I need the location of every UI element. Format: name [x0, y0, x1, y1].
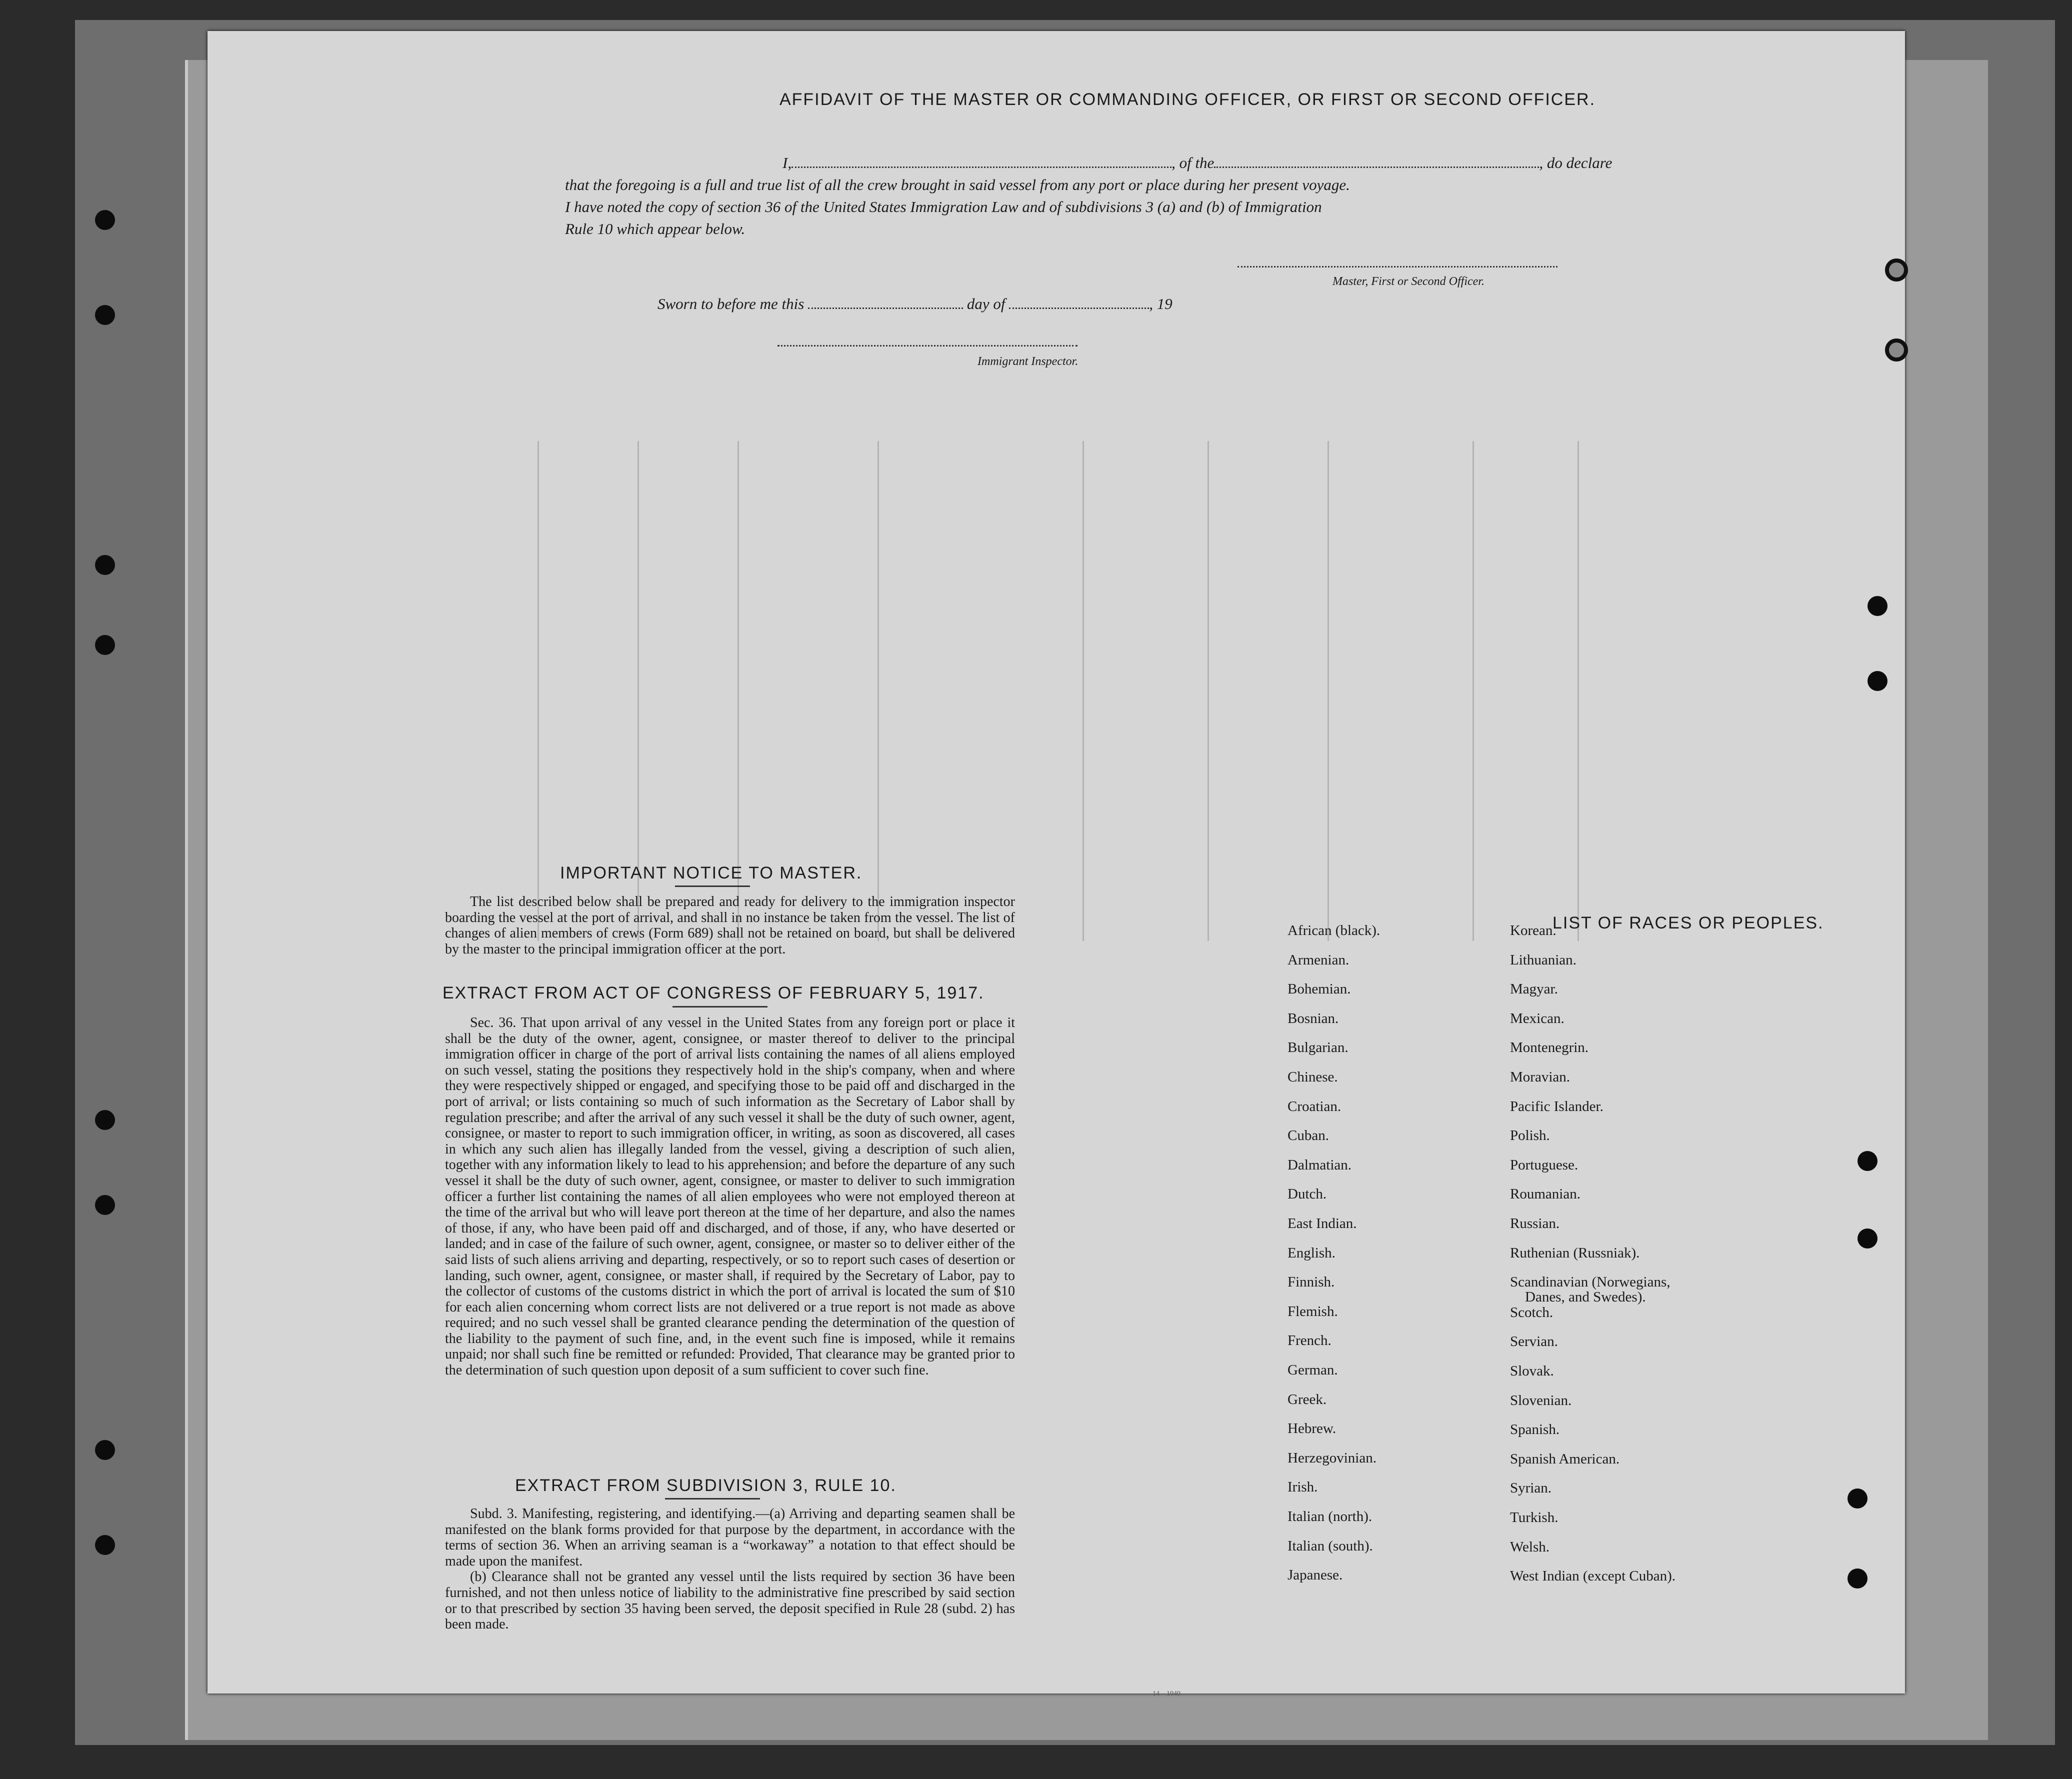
affidavit-page [208, 31, 1905, 1698]
sworn-day-field[interactable] [808, 307, 963, 309]
binder-hole [1858, 1228, 1878, 1248]
race-item: Spanish. [1510, 1422, 1560, 1438]
subdivision-b-paragraph: (b) Clearance shall not be granted any vessel until the lists required by section 36 have been furnished, and not then unless notice of liability to the administrative fine prescribed by said section or to that prescribed by section 35 having been served, the deposit specified in Rule 28 (subd. 2) has been made. [445, 1569, 1015, 1632]
printer-imprint: 14—1040 [1152, 1690, 1180, 1698]
race-item: Bosnian. [1288, 1010, 1339, 1026]
affidavit-line-1 [782, 154, 1612, 172]
race-item: Scotch. [1510, 1304, 1554, 1320]
ghost-column-line [1328, 441, 1329, 941]
extract-act-underline [672, 1006, 768, 1008]
race-item: Russian. [1510, 1216, 1560, 1232]
race-item: English. [1288, 1244, 1336, 1261]
race-item: West Indian (except Cuban). [1510, 1568, 1676, 1584]
binder-hole [95, 1195, 115, 1215]
race-item: Dutch. [1288, 1186, 1327, 1202]
affidavit-line-3: I have noted the copy of section 36 of the United States Immigration Law and of subdivisions 3 (a) and (b) of Immigration [565, 198, 1322, 216]
race-item: Polish. [1510, 1128, 1550, 1144]
affidavit-line-2: that the foregoing is a full and true list of all the crew brought in said vessel from any port or place during her present voyage. [565, 176, 1350, 194]
sworn-month-field[interactable] [1009, 307, 1149, 309]
race-item: Montenegrin. [1510, 1040, 1589, 1056]
affidavit-line-4: Rule 10 which appear below. [565, 220, 746, 238]
binder-hole [1848, 1568, 1868, 1588]
binder-hole [95, 305, 115, 325]
race-item: Bohemian. [1288, 981, 1351, 998]
binder-hole [1885, 338, 1908, 362]
subdivision-a-paragraph: Subd. 3. Manifesting, registering, and identifying.—(a) Arriving and departing seamen shall be manifested on the blank forms provided for that purpose by the department, in accordance with the terms of section 36. When an arriving seaman is a “workaway” a notation to that effect should be made upon the manifest. [445, 1506, 1015, 1569]
ghost-column-line [1208, 441, 1209, 941]
race-item: French. [1288, 1332, 1332, 1349]
inspector-signature-label: Immigrant Inspector. [978, 355, 1078, 368]
day-of-label: day of [966, 295, 1006, 312]
ghost-column-line [1578, 441, 1579, 941]
extract-rule-underline [665, 1498, 760, 1500]
affidavit-of-the-label: , of the [1172, 154, 1214, 172]
ghost-column-line [538, 441, 539, 941]
race-item: Servian. [1510, 1334, 1558, 1350]
race-item: Spanish American. [1510, 1450, 1620, 1467]
ghost-column-line [878, 441, 879, 941]
section-36-paragraph: Sec. 36. That upon arrival of any vessel in the United States from any foreign port or place it shall be the duty of the owner, agent, consignee, or master thereof to deliver to the principal immigration officer in charge of the port of arrival lists containing the names of all aliens employed on such vessel, stating the positions they respectively hold in the ship's company, when and where they were respectively shipped or engaged, and specifying those to be paid off and discharged in the port of arrival; or lists containing so much of such information as the Secretary of Labor shall by regulation prescribe; and after the arrival of any such vessel it shall be the duty of such owner, agent, consignee, or master to report to such immigration officer, in writing, as soon as discovered, all cases in which any such alien has illegally landed from the vessel, giving a description of such alien, together with any information likely to lead to his apprehension; and before the departure of any such vessel it shall be the duty of such owner, agent, consignee, or master to deliver to such immigration officer a further list containing the names of all alien employees who were not employed thereon at the time of the arrival but who will leave port thereon at the time of her departure, and also the names of those, if any, who have been paid off and discharged, and of those, if any, who have deserted or landed; and in case of the failure of such owner, agent, consignee, or master so to deliver either of the said lists of such aliens arriving and departing, respectively, or so to report such cases of desertion or landing, such owner, agent, consignee, or master shall, if required by the Secretary of Labor, pay to the collector of customs of the customs district in which the port of arrival is located the sum of $10 for each alien concerning whom correct lists are not delivered or a true report is not made as above required; and no such vessel shall be granted clearance pending the determination of the question of the liability to the payment of such fine, and, in the event such fine is imposed, while it remains unpaid; nor shall such fine be remitted or refunded: Provided, That clearance may be granted prior to the determination of such question upon deposit of a sum sufficient to cover such fine. [445, 1015, 1015, 1378]
race-item: East Indian. [1288, 1216, 1357, 1232]
notice-text [445, 894, 1015, 957]
binder-hole [1848, 1488, 1868, 1508]
race-item: Moravian. [1510, 1069, 1570, 1085]
sworn-label: Sworn to before me this [658, 295, 804, 312]
binder-hole [1858, 1151, 1878, 1171]
ghost-column-line [1082, 441, 1084, 941]
vessel-field[interactable] [1214, 166, 1539, 168]
race-item: Chinese. [1288, 1069, 1338, 1085]
notice-underline [675, 886, 750, 887]
race-item: Japanese. [1288, 1567, 1343, 1584]
race-item: Cuban. [1288, 1128, 1329, 1144]
race-item: Syrian. [1510, 1480, 1552, 1496]
binder-hole [95, 1110, 115, 1130]
race-item: Armenian. [1288, 952, 1350, 968]
affidavit-title: AFFIDAVIT OF THE MASTER OR COMMANDING OFFICER, OR FIRST OR SECOND OFFICER. [779, 90, 1596, 109]
race-item: Pacific Islander. [1510, 1098, 1604, 1114]
binder-hole [95, 555, 115, 575]
binder-hole [95, 210, 115, 230]
race-item: Magyar. [1510, 981, 1558, 998]
notice-title: IMPORTANT NOTICE TO MASTER. [560, 864, 862, 882]
race-item: Scandinavian (Norwegians, [1510, 1274, 1670, 1290]
race-item: Bulgarian. [1288, 1040, 1348, 1056]
race-item: Roumanian. [1510, 1186, 1580, 1202]
binder-hole [1868, 596, 1888, 616]
ghost-column-line [1472, 441, 1474, 941]
sworn-line [658, 295, 1172, 313]
race-item: Croatian. [1288, 1098, 1342, 1114]
race-item: Turkish. [1510, 1510, 1558, 1526]
race-item: Welsh. [1510, 1538, 1550, 1555]
races-title: LIST OF RACES OR PEOPLES. [1552, 914, 1824, 932]
race-item: Mexican. [1510, 1010, 1564, 1026]
race-item: Dalmatian. [1288, 1156, 1352, 1173]
race-item: Slovak. [1510, 1363, 1554, 1379]
binder-hole [95, 635, 115, 655]
master-signature-label: Master, First or Second Officer. [1332, 275, 1484, 288]
race-item: Italian (south). [1288, 1538, 1373, 1554]
inspector-signature-line[interactable] [778, 345, 1078, 346]
name-field[interactable] [792, 166, 1172, 168]
race-item: German. [1288, 1362, 1338, 1378]
race-item: Portuguese. [1510, 1156, 1578, 1173]
extract-act-title: EXTRACT FROM ACT OF CONGRESS OF FEBRUARY 5, 1917. [442, 984, 984, 1002]
race-item: Korean. [1510, 922, 1556, 938]
race-item: Hebrew. [1288, 1420, 1336, 1437]
binder-hole [95, 1535, 115, 1555]
race-item: Lithuanian. [1510, 952, 1576, 968]
notice-paragraph: The list described below shall be prepared and ready for delivery to the immigration inspector boarding the vessel at the port of arrival, and shall in no instance be taken from the vessel. The list of changes of alien members of crews (Form 689) shall not be retained on board, but shall be delivered by the master to the principal immigration officer at the port. [445, 894, 1015, 957]
extract-rule-text [445, 1506, 1015, 1632]
extract-rule-title: EXTRACT FROM SUBDIVISION 3, RULE 10. [515, 1476, 896, 1495]
race-item: African (black). [1288, 922, 1380, 938]
year-label: , 19 [1149, 295, 1172, 312]
binder-hole [1868, 671, 1888, 691]
race-item: Italian (north). [1288, 1508, 1372, 1524]
race-item: Irish. [1288, 1479, 1318, 1496]
race-item: Danes, and Swedes). [1525, 1289, 1646, 1306]
race-item: Slovenian. [1510, 1392, 1572, 1408]
race-item: Finnish. [1288, 1274, 1335, 1290]
extract-act-text [445, 1015, 1015, 1378]
race-item: Herzegovinian. [1288, 1450, 1376, 1466]
master-signature-line[interactable] [1238, 266, 1558, 268]
binder-hole [1885, 258, 1908, 282]
binder-hole [95, 1440, 115, 1460]
race-item: Greek. [1288, 1391, 1327, 1408]
affidavit-i-label: I, [782, 154, 792, 172]
affidavit-declare-label: , do declare [1539, 154, 1612, 172]
race-item: Ruthenian (Russniak). [1510, 1244, 1640, 1261]
race-item: Flemish. [1288, 1303, 1338, 1320]
